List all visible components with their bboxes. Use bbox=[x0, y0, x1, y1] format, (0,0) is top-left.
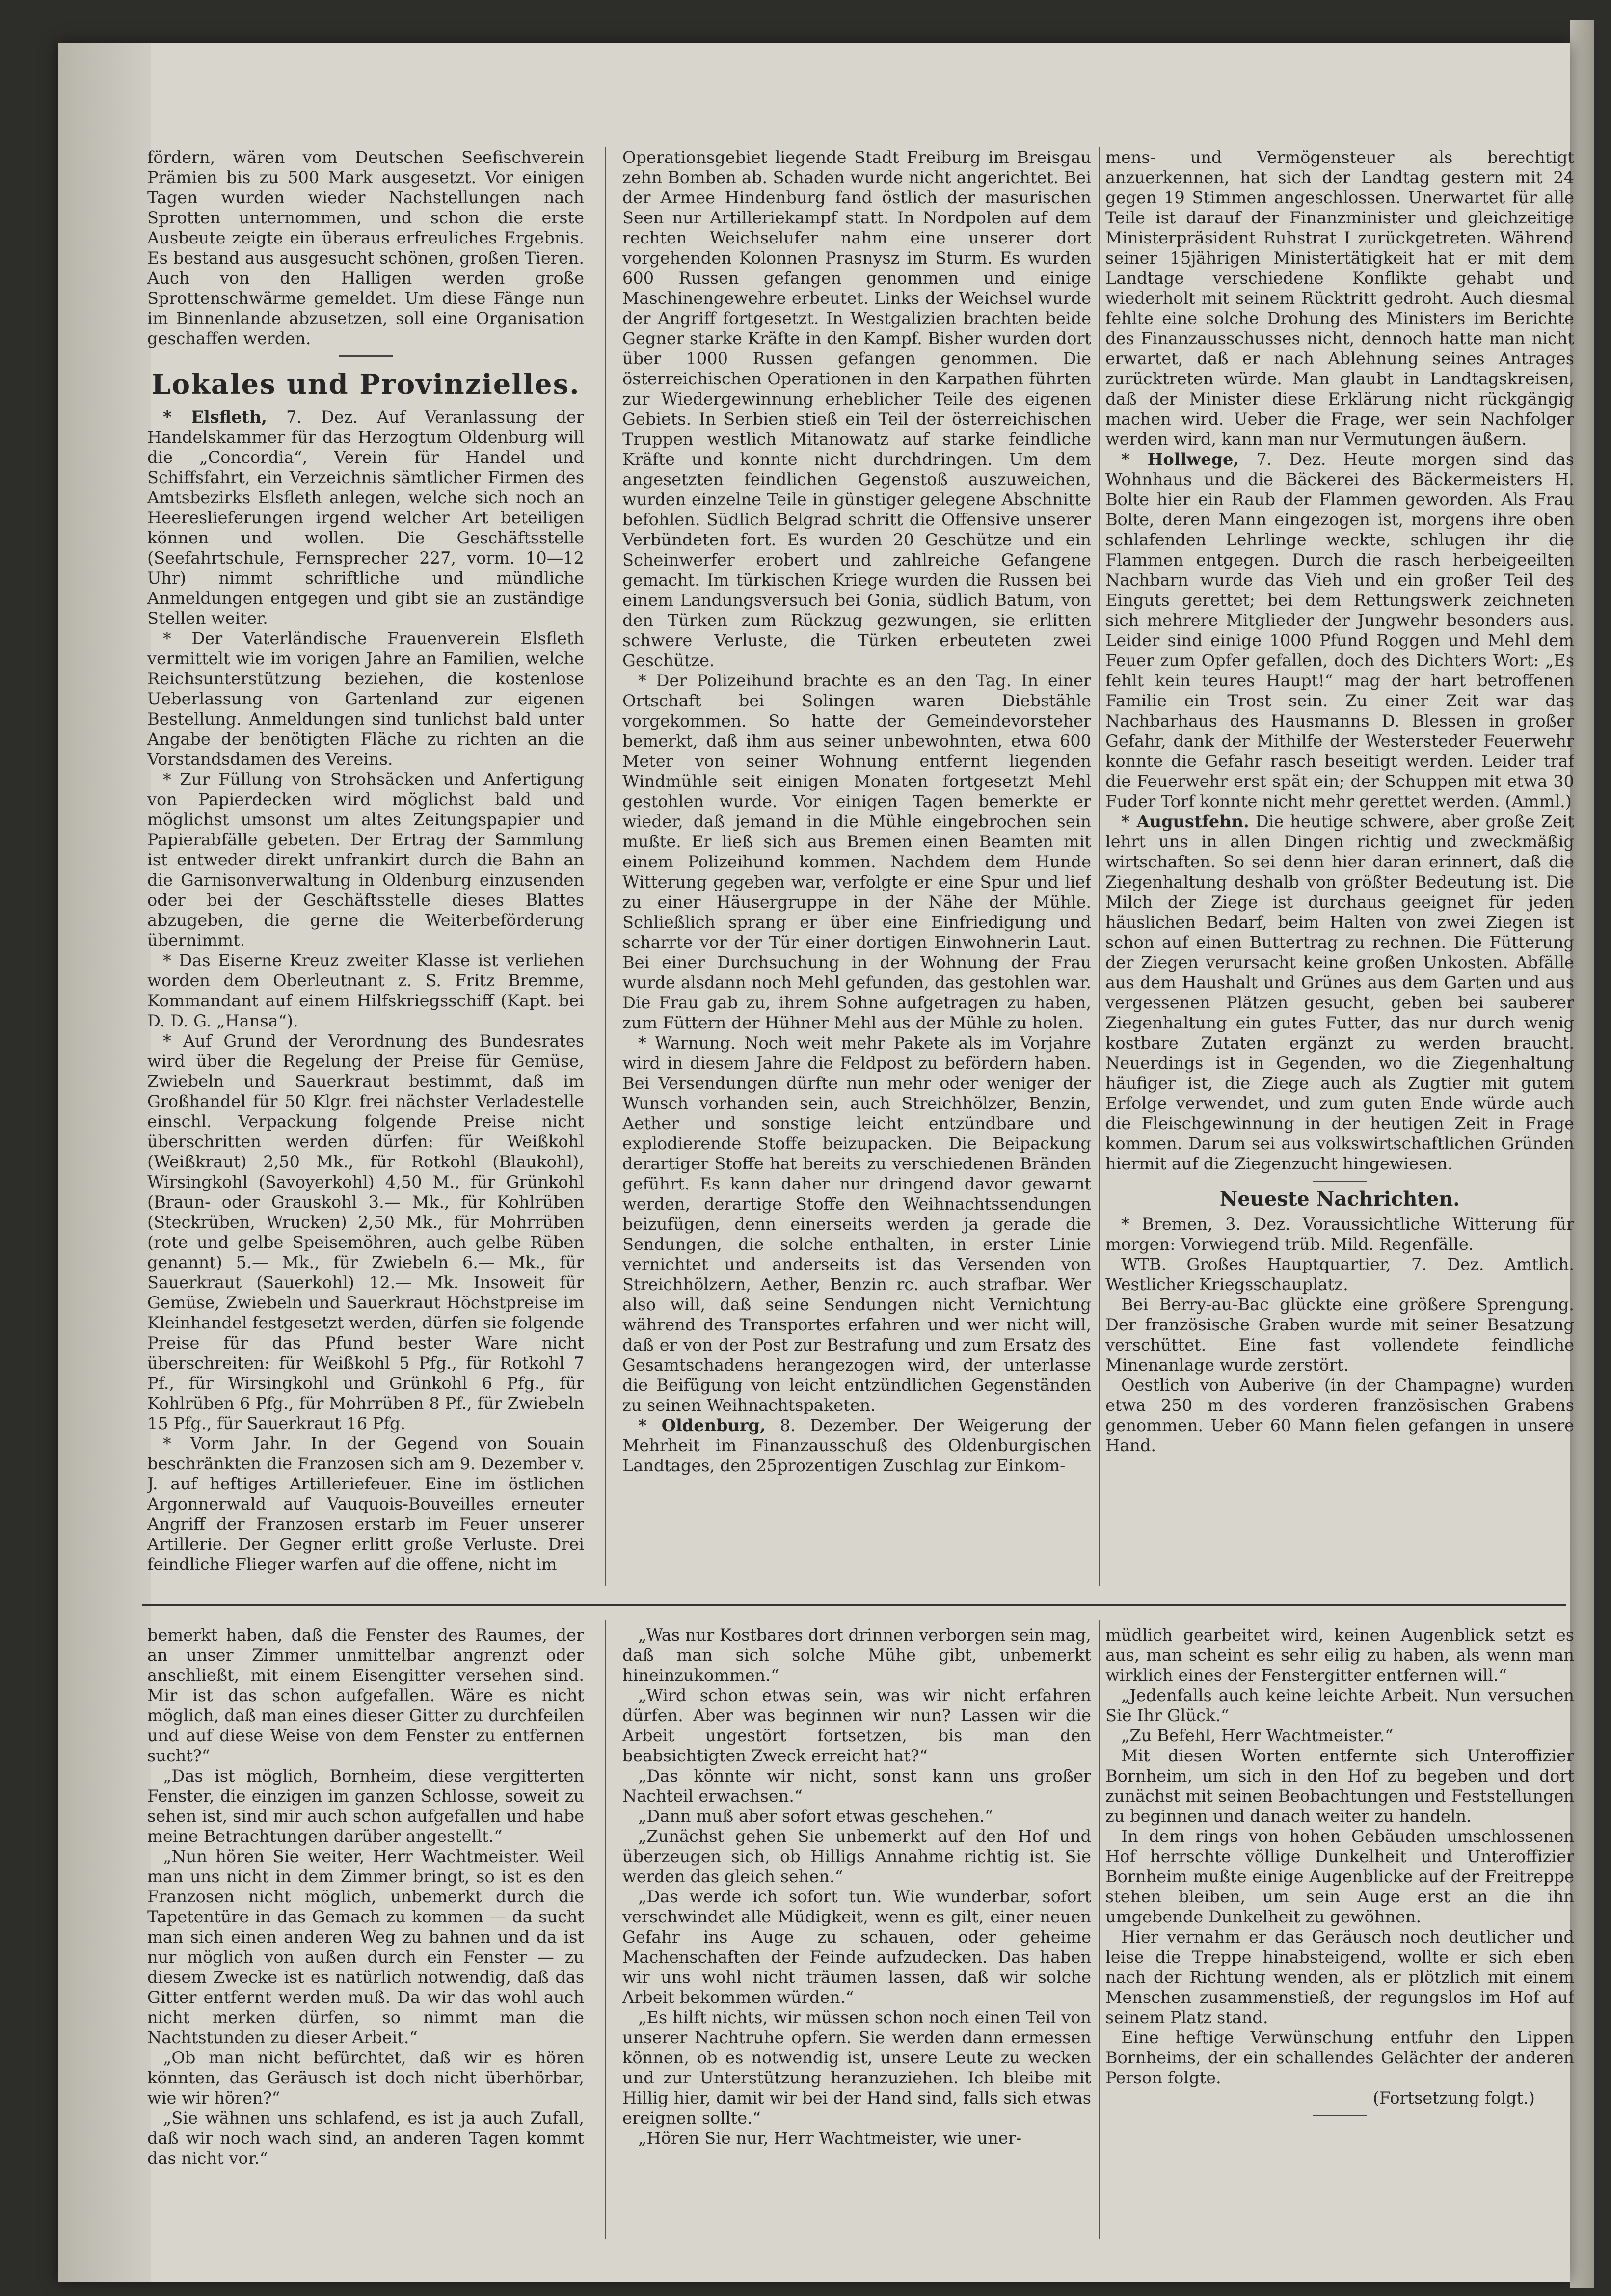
news-item: Bei Berry-au-Bac glückte eine größere Sprengung. Der französische Graben wurde mit seiner Besatzung verschüttet. Eine fast vollendete feindliche Minenanlage wurde zerstört. bbox=[1105, 1295, 1574, 1375]
news-heading: Neueste Nachrichten. bbox=[1219, 1188, 1460, 1211]
feuilleton-paragraph: müdlich gearbeitet wird, keinen Augenblick setzt es aus, man scheint es sehr eilig zu haben, als wenn man wirklich eines der Fenstergitter entfernen will.“ bbox=[1105, 1625, 1574, 1685]
news-weather: * Bremen, 3. Dez. Voraussichtliche Witterung für morgen: Vorwiegend trüb. Mild. Regenfälle. bbox=[1105, 1215, 1574, 1254]
feuilleton-paragraph: bemerkt haben, daß die Fenster des Raumes, der an unser Zimmer unmittelbar angrenzt oder anschließt, mit einem Eisengitter versehen sind. Mir ist das schon aufgefallen. Wäre es nicht möglich, daß man eines dieser Gitter zu durchfeilen und auf diese Weise von dem Fenster zu entfernen sucht?“ bbox=[147, 1625, 584, 1765]
feuilleton-divider bbox=[142, 1604, 1566, 1606]
article-oldenburg bbox=[622, 1415, 1091, 1476]
article-kriegsbericht: Operationsgebiet liegende Stadt Freiburg im Breisgau zehn Bomben ab. Schaden wurde nicht angerichtet. Bei der Armee Hindenburg fand östlich der masurischen Seen nur Artilleriekampf statt. In Nordpolen auf dem rechten Weichselufer nahm eine unserer dort vorgehenden Kolonnen Prasnysz im Sturm. Es wurden 600 Russen gefangen genommen und einige Maschinengewehre erbeutet. Links der Weichsel wurde der Angriff fortgesetzt. In Westgalizien brachten beide Gegner starke Kräfte in den Kampf. Bisher wurden dort über 1000 Russen gefangen genommen. Die österreichischen Operationen in den Karpathen führten zur Wiedergewinnung erheblicher Teile des eigenen Gebiets. In Serbien stieß ein Teil der österreichischen Truppen westlich Mitanowatz auf starke feindliche Kräfte und konnte nicht durchdringen. Um dem angesetzten feindlichen Gegenstoß auszuweichen, wurden einzelne Teile in günstiger gelegene Abschnitte befohlen. Südlich Belgrad schritt die Offensive unserer Verbündeten fort. Es wurden 20 Geschütze und ein Scheinwerfer erobert und zahlreiche Gefangene gemacht. Im türkischen Kriege wurden die Russen bei einem Landungsversuch bei Gonia, südlich Batum, von den Türken zum Rückzug gezwungen, sie erlitten schwere Verluste, die Türken erbeuteten zwei Geschütze. bbox=[622, 148, 1091, 670]
feuilleton-paragraph: „Hören Sie nur, Herr Wachtmeister, wie uner- bbox=[638, 2129, 1022, 2148]
article-augustfehn bbox=[1105, 811, 1574, 1174]
separator bbox=[339, 355, 393, 357]
article-warnung: * Warnung. Noch weit mehr Pakete als im Vorjahre wird in diesem Jahre die Feldpost zu befördern haben. Bei Versendungen dürfte nun mehr oder weniger der Wunsch vorhanden sein, auch Streichhölzer, Benzin, Aether und sonstige leicht entzündbare und explodierende Stoffe beizupacken. Die Beipackung derartiger Stoffe hat bereits zu verschiedenen Bränden geführt. Es kann daher nur dringend davor gewarnt werden, derartige Stoffe den Weihnachtssendungen beizufügen, denn einerseits werden ja gerade die Sendungen, die solche enthalten, in erster Linie vernichtet und anderseits ist das Versenden von Streichhölzern, Aether, Benzin rc. auch strafbar. Wer also will, daß seine Sendungen nicht Vernichtung während des Transportes erfahren und wer nicht will, daß er von der Post zur Bestrafung und zum Ersatz des Gesamtschadens herangezogen wird, der unterlasse die Beifügung von leicht entzündlichen Gegenständen zu seinen Weihnachtspaketen. bbox=[622, 1033, 1091, 1415]
article-vorm-jahr: * Vorm Jahr. In der Gegend von Souain beschränkten die Franzosen sich am 9. Dezember v. J. auf heftiges Artilleriefeuer. Eine im östlichen Argonnerwald auf Vauquois-Bouveilles erneuter Angriff der Franzosen erstarb im Feuer unserer Artillerie. Der Gegner erlitt große Verluste. Drei feindliche Flieger warfen auf die offene, nicht im bbox=[147, 1434, 584, 1574]
feuilleton-paragraph: „Sie wähnen uns schlafend, es ist ja auch Zufall, daß wir noch wach sind, an anderen Tagen kommt das nicht vor.“ bbox=[147, 2108, 584, 2168]
article-intro: fördern, wären vom Deutschen Seefischverein Prämien bis zu 500 Mark ausgesetzt. Vor einigen Tagen wurden wieder Nachstellungen nach Sprotten unternommen, und schon die erste Ausbeute zeigte ein überaus erfreuliches Ergebnis. Es bestand aus ausgesucht schönen, großen Tieren. Auch von den Halligen werden große Sprottenschwärme gemeldet. Um diese Fänge nun im Binnenlande abzusetzen, soll eine Organisation geschaffen werden. bbox=[147, 148, 584, 348]
article-landtag: mens- und Vermögensteuer als berechtigt anzuerkennen, hat sich der Landtag gestern mit 24 gegen 19 Stimmen angeschlossen. Unerwartet für alle Teile ist darauf der Finanzminister und gleichzeitige Ministerpräsident Ruhstrat I zurückgetreten. Während seiner 15jährigen Ministertätigkeit hat er mit dem Landtage verschiedene Konflikte gehabt und wiederholt mit seinem Rücktritt gedroht. Auch diesmal fehlte eine solche Drohung des Ministers im Berichte des Finanzausschusses nicht, dennoch hatte man nicht erwartet, daß er nach Ablehnung seines Antrages zurücktreten würde. Man glaubt in Landtagskreisen, daß der Minister diese Erklärung nicht rückgängig machen wird. Ueber die Frage, wer sein Nachfolger werden wird, kann man nur Vermutungen äußern. bbox=[1105, 148, 1574, 449]
feuilleton-paragraph: Eine heftige Verwünschung entfuhr den Lippen Bornheims, der ein schallendes Gelächter der anderen Person folgte. bbox=[1105, 2028, 1574, 2087]
feuilleton-column-1 bbox=[147, 1625, 584, 2239]
feuilleton-paragraph: „Dann muß aber sofort etwas geschehen.“ bbox=[638, 1807, 993, 1826]
feuilleton-paragraph: „Wird schon etwas sein, was wir nicht erfahren dürfen. Aber was beginnen wir nun? Lassen wir die Arbeit ungestört fortsetzen, bis man den beabsichtigten Zweck erreicht hat?“ bbox=[622, 1686, 1091, 1765]
news-hq-report: WTB. Großes Hauptquartier, 7. Dez. Amtlich. Westlicher Kriegsschauplatz. bbox=[1105, 1255, 1574, 1294]
article-polizeihund: * Der Polizeihund brachte es an den Tag. In einer Ortschaft bei Solingen waren Diebstähle vorgekommen. So hatte der Gemeindevorsteher bemerkt, daß ihm aus seiner unbewohnten, etwa 600 Meter von seiner Wohnung entfernt liegenden Windmühle seit einigen Monaten fortgesetzt Mehl gestohlen wurde. Vor einigen Tagen bemerkte er wieder, daß jemand in die Mühle eingebrochen sein mußte. Er ließ sich aus Bremen einen Beamten mit einem Polizeihund kommen. Nachdem dem Hunde Witterung gegeben war, verfolgte er eine Spur und lief zu einer Häusergruppe in der Nähe der Mühle. Schließlich sprang er über eine Einfriedigung und scharrte vor der Tür einer dortigen Einwohnerin Laut. Bei einer Durchsuchung in der Wohnung der Frau wurde alsdann noch Mehl gefunden, das gestohlen war. Die Frau gab zu, ihrem Sohne aufgetragen zu haben, zum Füttern der Hühner Mehl aus der Mühle zu holen. bbox=[622, 671, 1091, 1032]
feuilleton-paragraph: „Zunächst gehen Sie unbemerkt auf den Hof und überzeugen sich, ob Hilligs Annahme richtig ist. Sie werden das gleich sehen.“ bbox=[622, 1827, 1091, 1886]
article-eisernes-kreuz: * Das Eiserne Kreuz zweiter Klasse ist verliehen worden dem Oberleutnant z. S. Fritz Bremme, Kommandant auf einem Hilfskriegsschiff (Kapt. bei D. D. G. „Hansa“). bbox=[147, 951, 584, 1030]
article-text: Die heutige schwere, aber große Zeit lehrt uns in allen Dingen richtig und zweckmäßig wirtschaften. So sei denn hier daran erinnert, daß die Ziegenhaltung deshalb von größter Bedeutung ist. Die Milch der Ziege ist durchaus geeignet für jeden häuslichen Bedarf, beim Halten von zwei Ziegen ist schon auf einen Buttertrag zu rechnen. Die Fütterung der Ziegen verursacht keine großen Unkosten. Abfälle aus dem Haushalt und Grünes aus dem Garten und aus vergessenen Plätzen gesucht, geben bei sauberer Ziegenhaltung ein gutes Futter, das nur durch wenig kostbare Zutaten ergänzt zu werden braucht. Neuerdings ist in Gegenden, wo die Ziegenhaltung häufiger ist, die Ziege auch als Zugtier mit gutem Erfolge verwendet, und zum guten Ende würde auch die Fleischgewinnung in der heutigen Zeit in Frage kommen. Darum sei aus volkswirtschaftlichen Gründen hiermit auf die Ziegenzucht hingewiesen. bbox=[1105, 812, 1574, 1173]
column-1 bbox=[147, 147, 584, 1583]
feuilleton-paragraph: „Das werde ich sofort tun. Wie wunderbar, sofort verschwindet alle Müdigkeit, wenn es gilt, einer neuen Gefahr ins Auge zu schauen, oder geheime Machenschaften der Feinde aufzudecken. Das haben wir uns wohl nicht träumen lassen, daß wir solche Arbeit bekommen würden.“ bbox=[622, 1887, 1091, 2007]
column-rule bbox=[1099, 1620, 1100, 2239]
article-text: 8. Dezember. Der Weigerung der Mehrheit im Finanzausschuß des Oldenburgischen Landtages, den 25prozentigen Zuschlag zur Einkom- bbox=[622, 1416, 1091, 1475]
section-heading: Lokales und Provinzielles. bbox=[151, 368, 580, 401]
article-text: 7. Dez. Auf Veranlassung der Handelskammer für das Herzogtum Oldenburg will die „Concordia“, Verein für Handel und Schiffsfahrt, ein Verzeichnis sämtlicher Firmen des Amtsbezirks Elsfleth anlegen, welche sich noch an Heereslieferungen irgend welcher Art beteiligen können und wollen. Die Geschäftsstelle (Seefahrtschule, Fernsprecher 227, vorm. 10—12 Uhr) nimmt schriftliche und mündliche Anmeldungen entgegen und gibt sie an zuständige Stellen weiter. bbox=[147, 407, 584, 628]
feuilleton-paragraph: In dem rings von hohen Gebäuden umschlossenen Hof herrschte völlige Dunkelheit und Unteroffizier Bornheim mußte einige Augenblicke auf der Freitreppe stehen bleiben, um sein Auge erst an die ihn umgebende Dunkelheit zu gewöhnen. bbox=[1105, 1827, 1574, 1926]
feuilleton-column-3 bbox=[1105, 1625, 1574, 2239]
column-rule bbox=[605, 1620, 606, 2239]
separator bbox=[1313, 2115, 1367, 2116]
dateline: * Elsfleth, bbox=[163, 407, 268, 427]
feuilleton-column-2 bbox=[622, 1625, 1091, 2239]
article-preise: * Auf Grund der Verordnung des Bundesrates wird über die Regelung der Preise für Gemüse, Zwiebeln und Sauerkraut bestimmt, daß im Großhandel für 50 Klgr. frei nächster Verladestelle einschl. Verpackung folgende Preise nicht überschritten werden dürfen: für Weißkohl (Weißkraut) 2,50 Mk., für Rotkohl (Blaukohl), Wirsingkohl (Savoyerkohl) 4,50 M., für Grünkohl (Braun- oder Grauskohl 3.— Mk., für Kohlrüben (Steckrüben, Wrucken) 2,50 Mk., für Mohrrüben (rote und gelbe Speisemöhren, auch gelbe Rüben genannt) 5.— Mk., für Zwiebeln 6.— Mk., für Sauerkraut (Sauerkohl) 12.— Mk. Insoweit für Gemüse, Zwiebeln und Sauerkraut Höchstpreise im Kleinhandel festgesetzt werden, dürfen sie folgende Preise für das Pfund bester Ware nicht überschreiten: für Weißkohl 5 Pfg., für Rotkohl 7 Pf., für Wirsingkohl und Grünkohl 6 Pfg., für Kohlrüben 6 Pfg., für Mohrrüben 8 Pf., für Zwiebeln 15 Pfg., für Sauerkraut 16 Pfg. bbox=[147, 1031, 584, 1433]
dateline: * Augustfehn. bbox=[1121, 811, 1249, 831]
column-3 bbox=[1105, 147, 1574, 1583]
article-frauenverein: * Der Vaterländische Frauenverein Elsfleth vermittelt wie im vorigen Jahre an Familien, welche Reichsunterstützung beziehen, die kostenlose Ueberlassung von Gartenland zur eigenen Bestellung. Anmeldungen sind tunlichst bald unter Angabe der benötigten Fläche zu richten an die Vorstandsdamen des Vereins. bbox=[147, 629, 584, 769]
feuilleton-paragraph: „Was nur Kostbares dort drinnen verborgen sein mag, daß man sich solche Mühe gibt, unbemerkt hineinzukommen.“ bbox=[622, 1625, 1091, 1685]
feuilleton-paragraph: „Jedenfalls auch keine leichte Arbeit. Nun versuchen Sie Ihr Glück.“ bbox=[1105, 1686, 1574, 1725]
feuilleton-paragraph: „Das ist möglich, Bornheim, diese vergitterten Fenster, die einzigen im ganzen Schlosse, soweit zu sehen ist, sind mir auch schon aufgefallen und habe meine Betrachtungen darüber angestellt.“ bbox=[147, 1766, 584, 1846]
article-strohsaecke: * Zur Füllung von Strohsäcken und Anfertigung von Papierdecken wird möglichst bald und möglichst umsonst um altes Zeitungspapier und Papierabfälle gebeten. Der Ertrag der Sammlung ist entweder direkt unfrankirt durch die Bahn an die Garnisonverwaltung in Oldenburg einzusenden oder bei der Geschäftsstelle dieses Blattes abzugeben, die gerne die Weiterbeförderung übernimmt. bbox=[147, 770, 584, 950]
column-2 bbox=[622, 147, 1091, 1583]
feuilleton-paragraph: „Das könnte wir nicht, sonst kann uns großer Nachteil erwachsen.“ bbox=[622, 1766, 1091, 1806]
dateline: * Hollwege, bbox=[1121, 449, 1239, 469]
feuilleton-paragraph: „Es hilft nichts, wir müssen schon noch einen Teil von unserer Nachtruhe opfern. Sie werden dann ermessen können, ob es notwendig ist, unsere Leute zu wecken und zur Unterstützung heranzuziehen. Ich bleibe mit Hillig hier, damit wir bei der Hand sind, falls sich etwas ereignen sollte.“ bbox=[622, 2008, 1091, 2128]
separator bbox=[1313, 1181, 1367, 1182]
feuilleton-paragraph: Hier vernahm er das Geräusch noch deutlicher und leise die Treppe hinabsteigend, wollte er sich eben nach der Richtung wenden, als er plötzlich mit einem Menschen zusammenstieß, der regungslos im Hof auf seinem Platz stand. bbox=[1105, 1927, 1574, 2027]
column-rule bbox=[605, 147, 606, 1586]
article-hollwege bbox=[1105, 449, 1574, 811]
feuilleton-paragraph: „Ob man nicht befürchtet, daß wir es hören könnten, das Geräusch ist doch nicht überhörbar, wie wir hören?“ bbox=[147, 2048, 584, 2107]
binding-gutter bbox=[58, 43, 151, 2282]
feuilleton-paragraph: „Zu Befehl, Herr Wachtmeister.“ bbox=[1121, 1726, 1394, 1745]
continued-note: (Fortsetzung folgt.) bbox=[1372, 2088, 1535, 2107]
feuilleton-paragraph: Mit diesen Worten entfernte sich Unteroffizier Bornheim, um sich in den Hof zu begeben und dort zunächst mit seinen Beobachtungen und Feststellungen zu beginnen und danach weiter zu handeln. bbox=[1105, 1746, 1574, 1826]
article-elsfleth bbox=[147, 407, 584, 628]
article-text: 7. Dez. Heute morgen sind das Wohnhaus und die Bäckerei des Bäckermeisters H. Bolte hier ein Raub der Flammen geworden. Als Frau Bolte, deren Mann eingezogen ist, morgens ihre oben schlafenden Lehrlinge weckte, schlugen ihr die Flammen entgegen. Durch die rasch herbeigeeilten Nachbarn wurde das Vieh und ein großer Teil des Einguts gerettet; bei dem Rettungswerk zeichneten sich mehrere Mitglieder der Jungwehr besonders aus. Leider sind einige 1000 Pfund Roggen und Mehl dem Feuer zum Opfer gefallen, doch des Dichters Wort: „Es fehlt kein teures Haupt!“ mag der hart betroffenen Familie ein Trost sein. Zu einer Zeit war das Nachbarhaus des Hausmanns D. Blessen in großer Gefahr, dank der Mithilfe der Westersteder Feuerwehr konnte die Gefahr rasch beseitigt werden. Leider traf die Feuerwehr erst spät ein; der Schuppen mit etwa 30 Fuder Torf konnte nicht mehr gerettet werden. (Amml.) bbox=[1105, 450, 1574, 811]
column-rule bbox=[1099, 147, 1100, 1586]
news-item: Oestlich von Auberive (in der Champagne) wurden etwa 250 m des vorderen französischen Grabens genommen. Ueber 60 Mann fielen gefangen in unsere Hand. bbox=[1105, 1376, 1574, 1455]
dateline: * Oldenburg, bbox=[638, 1415, 766, 1435]
feuilleton-paragraph: „Nun hören Sie weiter, Herr Wachtmeister. Weil man uns nicht in dem Zimmer bringt, so ist es den Franzosen nicht möglich, unbemerkt durch die Tapetentüre in das Gemach zu kommen — da sucht man sich einen anderen Weg zu bahnen und da ist nur möglich von außen durch ein Fenster — zu diesem Zwecke ist es natürlich notwendig, daß das Gitter entfernt werden muß. Da wir das wohl auch nicht merken dürfen, so nimmt man die Nachtstunden zu dieser Arbeit.“ bbox=[147, 1847, 584, 2047]
